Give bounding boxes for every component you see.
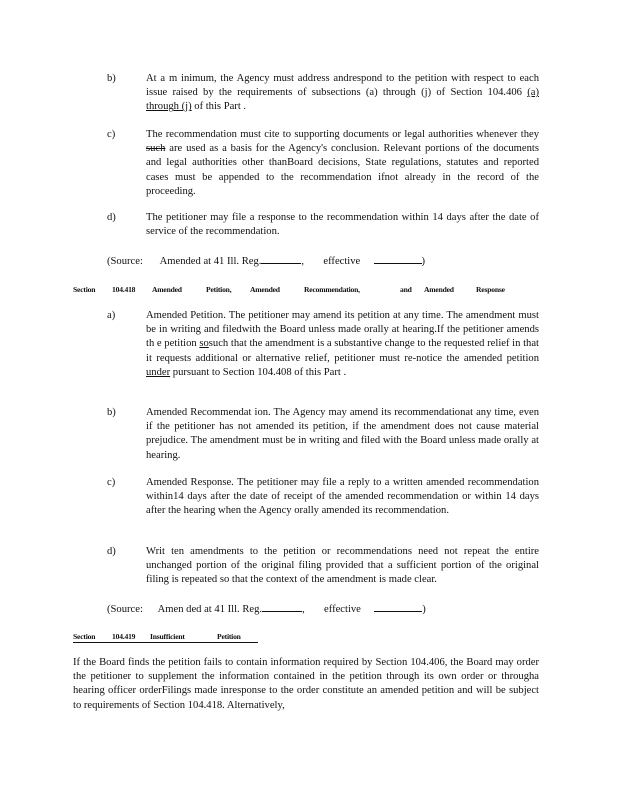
subsection-text: The petitioner may file a response to the recommendation within 14 days after the date of service of the recommendation. [146, 212, 539, 238]
blank-line [374, 253, 422, 264]
document-page: b) At a m inimum, the Agency must address andrespond to the petition with respect to each issue raised by the requirements of subsections (a) through (j) of Section 104.406 (a) through (j) of this Part . c) The recommendation must cite to supporting documents or legal authorities whenever they such are used as a basis for the Agency's conclusion. Relevant portions of the documents and legal authorities other thanBoard decisions, State regulations, statutes and reported cases must be appended to the recommendation ifnot already in the record of the proceeding. d) The petitioner may file a response to the recommendation within 14 days after the date of service of the recommendation. (Source: Amended at 41 Ill. Reg. , effective ) Section 104.418 Amended Petition, Amended Recommendation, and Amended Response a) Amended Petition. The petitioner may amend its petition at any time. The amendment must be in writing and filedwith the Board unless made orally at hearing.If the petitioner amends th e petition sosuch that the amendment is a substantive change to the requested relief in that it requests additional or alternative relief, petitioner must re-notice the amended petition under pursuant to Section 104.408 of this Part . b) Amended Recommendat ion. The Agency may amend its recommendationat any time, even if the petitioner has not amended its petition, if the amendment does not cause material prejudice. The amendment must be in writing and filed with the Board unless made orally at hearing. c) Amended Response. The petitioner may file a reply to a written amended recommendation within14 days after the date of receipt of the amended recommendation or within 14 days after the hearing when the Agency orally amended its recommendation. d) Writ ten amendments to the petition or recommendations need not repeat the entire unchanged portion of the original filing provided that a sufficient portion of the original filing is repeated so that the context of the amendment is made clear. (Source: Amen ded at 41 Ill. Reg. , effective ) Section 104.419 Insufficient Petition If the Board finds the petition fails to contain information required by Section 104.406, the Board may order the petitioner to supplement the information contained in the petition through its own order or througha hearing officer orderFilings made inresponse to the order constitute an amended petition and will be subject to requirements of Section 104.418. Alternatively, [0, 0, 618, 800]
source-note: (Source: Amended at 41 Ill. Reg. , effective ) [107, 253, 425, 269]
subsection-label: d) [107, 546, 116, 557]
subsection-text: Amended Petition. The petitioner may amend its petition at any time. The amendment must be in writing and filedwith the Board unless made orally at hearing.If the petitioner amends th e petition sosuch that the amendment is a substantive change to the requested relief in that it requests additional or alternative relief, petitioner must re-notice the amended petition under pursuant to Section 104.408 of this Part . [146, 310, 539, 378]
subsection-label: b) [107, 73, 116, 84]
subsection-text: Amended Response. The petitioner may file a reply to a written amended recommendation within14 days after the date of receipt of the amended recommendation or within 14 days after the hearing when the Agency orally amended its recommendation. [146, 477, 539, 517]
subsection-label: c) [107, 477, 116, 488]
subsection-text: Amended Recommendat ion. The Agency may amend its recommendationat any time, even if the petitioner has not amended its petition, if the amendment does not cause material prejudice. The amendment must be in writing and filed with the Board unless made orally at hearing. [146, 407, 539, 461]
amended-underline-text: (a) through (j) [146, 87, 540, 113]
heading-underline [73, 642, 258, 643]
section-paragraph: If the Board finds the petition fails to contain information required by Section 104.406, the Board may order the petitioner to supplement the information contained in the petition through its own order or througha hearing officer orderFilings made inresponse to the order constitute an amended petition and will be subject to requirements of Section 104.418. Alternatively, [73, 657, 539, 711]
subsection-label: a) [107, 310, 116, 321]
subsection-label: c) [107, 129, 116, 140]
subsection-label: d) [107, 212, 116, 223]
subsection-text: The recommendation must cite to supporting documents or legal authorities whenever they such are used as a basis for the Agency's conclusion. Relevant portions of the documents and legal authorities other thanBoard decisions, State regulations, statutes and reported cases must be appended to the recommendation ifnot already in the record of the proceeding. [146, 129, 539, 197]
source-note: (Source: Amen ded at 41 Ill. Reg. , effective ) [107, 601, 426, 617]
amended-underline-text: so [199, 338, 209, 350]
blank-line [262, 601, 302, 612]
subsection-label: b) [107, 407, 116, 418]
blank-line [261, 253, 301, 264]
amended-underline-text: under [146, 366, 171, 378]
subsection-text: Writ ten amendments to the petition or recommendations need not repeat the entire unchanged portion of the original filing provided that a sufficient portion of the original filing is repeated so that the context of the amendment is made clear. [146, 546, 539, 586]
blank-line [374, 601, 422, 612]
subsection-text: At a m inimum, the Agency must address andrespond to the petition with respect to each issue raised by the requirements of subsections (a) through (j) of Section 104.406 (a) through (j) of this Part . [146, 73, 540, 113]
deleted-strike-text: such [146, 143, 166, 155]
